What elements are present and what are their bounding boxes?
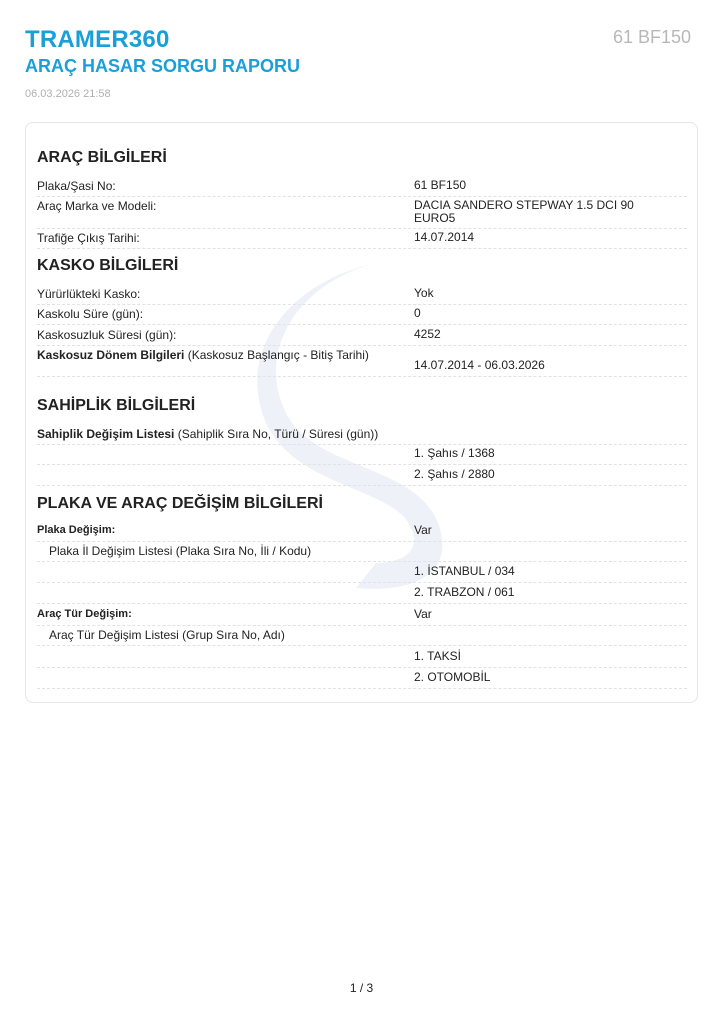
- plate-change-value: Var: [414, 523, 432, 537]
- list-item: [37, 586, 687, 604]
- uninsured-period-label: [37, 348, 369, 362]
- row-current-kasko: [37, 287, 687, 305]
- header-plate: 61 BF150: [612, 27, 691, 47]
- report-card: [25, 122, 698, 703]
- current-kasko-label: Yürürlükteki Kasko:: [37, 287, 141, 301]
- current-kasko-value: Yok: [414, 286, 434, 300]
- uninsured-period-label-bold: Kaskosuz Dönem Bilgileri: [37, 348, 185, 362]
- plate-label: Plaka/Şasi No:: [37, 179, 116, 193]
- type-item: 2. OTOMOBİL: [414, 670, 491, 684]
- row-uninsured-days: [37, 328, 687, 346]
- row-plate: [37, 179, 687, 197]
- insured-days-value: 0: [414, 306, 421, 320]
- section-title-ownership: SAHİPLİK BİLGİLERİ: [37, 397, 196, 414]
- row-plate-change: [37, 524, 687, 542]
- plate-change-label: Plaka Değişim:: [37, 524, 116, 536]
- list-item: [37, 671, 687, 689]
- ownership-list-label-rest: (Sahiplik Sıra No, Türü / Süresi (gün)): [174, 427, 379, 441]
- plate-item: 1. İSTANBUL / 034: [414, 564, 515, 578]
- type-list-label: Araç Tür Değişim Listesi (Grup Sıra No, Adı): [49, 628, 285, 642]
- report-datetime: 06.03.2026 21:58: [25, 88, 111, 100]
- row-type-list-label: [37, 628, 687, 646]
- type-change-value: Var: [414, 607, 432, 621]
- section-title-vehicle: ARAÇ BİLGİLERİ: [37, 149, 167, 166]
- row-plate-list-label: [37, 544, 687, 562]
- row-ownership-list-label: [37, 427, 687, 445]
- plate-list-label: Plaka İl Değişim Listesi (Plaka Sıra No, İli / Kodu): [49, 544, 312, 558]
- uninsured-period-value: 14.07.2014 - 06.03.2026: [414, 358, 545, 372]
- list-item: [37, 447, 687, 465]
- traffic-date-label: Trafiğe Çıkış Tarihi:: [37, 231, 140, 245]
- row-type-change: [37, 608, 687, 626]
- model-value: DACIA SANDERO STEPWAY 1.5 DCI 90 EURO5: [414, 198, 634, 225]
- plate-value: 61 BF150: [414, 178, 467, 192]
- list-item: [37, 468, 687, 486]
- model-label: Araç Marka ve Modeli:: [37, 199, 157, 213]
- uninsured-period-label-rest: (Kaskosuz Başlangıç - Bitiş Tarihi): [184, 348, 369, 362]
- report-title: ARAÇ HASAR SORGU RAPORU: [25, 56, 301, 76]
- uninsured-days-label: Kaskosuzluk Süresi (gün):: [37, 328, 177, 342]
- section-title-plate-change: PLAKA VE ARAÇ DEĞİŞİM BİLGİLERİ: [37, 495, 323, 512]
- type-item: 1. TAKSİ: [414, 649, 461, 663]
- ownership-list-label-bold: Sahiplik Değişim Listesi: [37, 427, 175, 441]
- ownership-item: 2. Şahıs / 2880: [414, 467, 495, 481]
- insured-days-label: Kaskolu Süre (gün):: [37, 307, 144, 321]
- ownership-item: 1. Şahıs / 1368: [414, 446, 495, 460]
- page-number: 1 / 3: [349, 981, 374, 995]
- ownership-list-label: [37, 427, 378, 441]
- list-item: [37, 650, 687, 668]
- traffic-date-value: 14.07.2014: [414, 230, 475, 244]
- row-uninsured-period: [37, 348, 687, 377]
- plate-item: 2. TRABZON / 061: [414, 585, 515, 599]
- row-model: [37, 199, 687, 229]
- uninsured-days-value: 4252: [414, 327, 441, 341]
- brand-title: TRAMER360: [25, 26, 170, 53]
- row-traffic-date: [37, 231, 687, 249]
- type-change-label: Araç Tür Değişim:: [37, 608, 132, 620]
- row-insured-days: [37, 307, 687, 325]
- list-item: [37, 565, 687, 583]
- section-title-kasko: KASKO BİLGİLERİ: [37, 257, 179, 274]
